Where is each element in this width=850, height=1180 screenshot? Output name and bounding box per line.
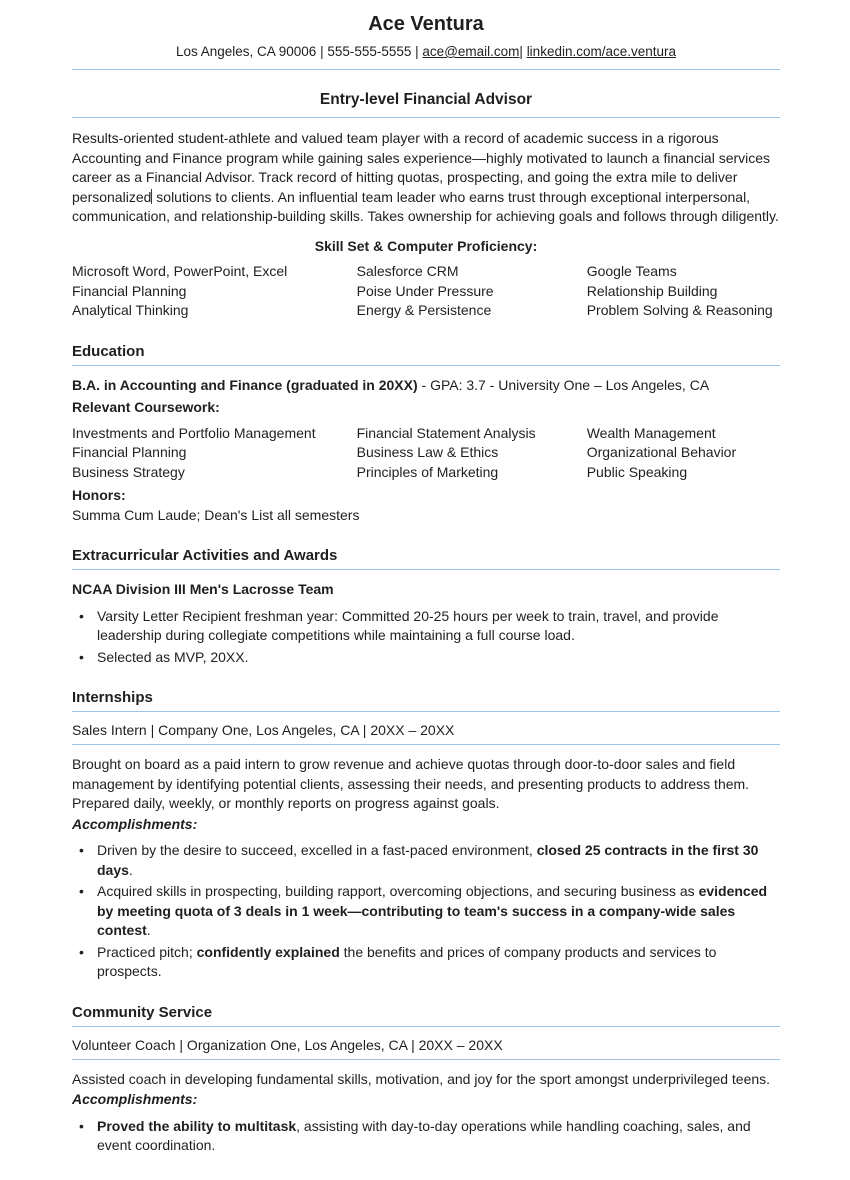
skill-item: Problem Solving & Reasoning (586, 302, 773, 318)
bullet-bold-text: evidenced by meeting quota of 3 deals in 1 week—contributing to team's success in a company-wide sales contest (97, 883, 768, 938)
skills-column-3 (587, 262, 780, 321)
bullet-item: • Varsity Letter Recipient freshman year: Committed 20-25 hours per week to train, travel, and provide leadership during collegiate competitions while maintaining a full course load. (72, 607, 780, 646)
extracurricular-bullet-list (72, 607, 780, 668)
degree-title: B.A. in Accounting and Finance (graduated in 20XX) (72, 376, 418, 393)
internships-heading: Internships (72, 688, 780, 712)
community-role-line: Volunteer Coach | Organization One, Los Angeles, CA | 20XX – 20XX (72, 1036, 780, 1060)
bullet-item (72, 882, 780, 941)
summary-paragraph (72, 129, 780, 227)
title-section (72, 90, 780, 118)
bullet-text: Driven by the desire to succeed, excelled in a fast-paced environment, (97, 842, 537, 858)
coursework-column-3 (587, 424, 780, 483)
coursework-item: Financial Statement Analysis (356, 424, 536, 441)
coursework-item: Principles of Marketing (356, 463, 499, 480)
coursework-item: Wealth Management (586, 424, 716, 441)
internship-role-line: Sales Intern | Company One, Los Angeles, CA | 20XX – 20XX (72, 721, 780, 745)
skills-heading: Skill Set & Computer Proficiency: (314, 237, 538, 254)
internships-section (72, 688, 780, 982)
internship-description: Brought on board as a paid intern to grow revenue and achieve quotas through door-to-door sales and field management by identifying potential clients, assessing their needs, and presenting products to address them. Prepared daily, weekly, or monthly reports on progress against goals. (72, 756, 750, 811)
internship-bullet-list (72, 841, 780, 982)
skill-item: Analytical Thinking (72, 302, 189, 318)
contact-phone: 555-555-5555 (327, 44, 412, 59)
email-link[interactable]: ace@email.com (422, 44, 520, 59)
candidate-name: Ace Ventura (368, 13, 484, 35)
bullet-item (72, 1117, 780, 1156)
coursework-item: Investments and Portfolio Management (72, 424, 316, 441)
extracurricular-section (72, 546, 780, 667)
contact-location: Los Angeles, CA 90006 (175, 44, 317, 59)
bullet-text: Acquired skills in prospecting, building rapport, overcoming objections, and securing business as (97, 883, 699, 899)
bullet-text: Practiced pitch; (97, 943, 197, 960)
coursework-column-1 (72, 424, 357, 483)
community-bullet-list (72, 1117, 780, 1156)
coursework-label: Relevant Coursework: (72, 399, 220, 415)
skill-item: Google Teams (586, 263, 677, 279)
accomplishments-label: Accomplishments: (72, 815, 198, 832)
skills-column-1 (72, 262, 357, 321)
bullet-text: , assisting with day-to-day operations while handling coaching, sales, and event coordination. (97, 1117, 751, 1153)
resume-title: Entry-level Financial Advisor (319, 91, 533, 108)
skill-item: Microsoft Word, PowerPoint, Excel (72, 263, 288, 279)
skill-item: Salesforce CRM (356, 263, 459, 279)
coursework-item: Organizational Behavior (586, 444, 737, 460)
coursework-item: Business Law & Ethics (356, 444, 499, 460)
skills-grid (72, 262, 780, 321)
contact-line (72, 43, 780, 60)
community-description: Assisted coach in developing fundamental skills, motivation, and joy for the sport amongst underprivileged teens. (72, 1070, 771, 1087)
summary-text-before-cursor: Results-oriented student-athlete and valued team player with a record of academic success in a rigorous Accounting and Finance program while gaining sales experience—highly motivated to launch a financial services career as a Financial Advisor. Track record of hitting quotas, prospecting, and going the extra mile to deliver personalized (72, 130, 771, 205)
bullet-text: the benefits and prices of company products and services to prospects. (97, 943, 717, 979)
bullet-item (72, 841, 780, 880)
skills-section (72, 237, 780, 321)
community-service-heading: Community Service (72, 1003, 780, 1027)
bullet-item (72, 943, 780, 982)
coursework-item: Business Strategy (72, 463, 185, 480)
contact-separator: | (519, 44, 527, 59)
skill-item: Relationship Building (586, 282, 718, 299)
coursework-item: Public Speaking (586, 463, 688, 480)
honors-text: Summa Cum Laude; Dean's List all semesters (72, 506, 360, 523)
bullet-bold-text: closed 25 contracts in the first 30 days (97, 842, 759, 878)
lacrosse-team-subheading: NCAA Division III Men's Lacrosse Team (72, 581, 334, 597)
contact-separator: | (411, 44, 423, 59)
extracurricular-heading: Extracurricular Activities and Awards (72, 546, 780, 570)
coursework-grid (72, 424, 780, 483)
degree-line (72, 376, 780, 396)
resume-header (72, 12, 780, 70)
header-divider (72, 69, 780, 70)
community-service-section (72, 1003, 780, 1156)
skill-item: Poise Under Pressure (356, 282, 494, 299)
bullet-bold-text: confidently explained (196, 943, 340, 960)
bullet-bold-text: Proved the ability to multitask (97, 1117, 297, 1134)
skills-column-2 (357, 262, 587, 321)
skill-item: Financial Planning (72, 282, 187, 299)
contact-separator: | (316, 44, 328, 59)
skill-item: Energy & Persistence (356, 302, 492, 318)
coursework-column-2 (357, 424, 587, 483)
bullet-text: . (128, 861, 133, 878)
coursework-item: Financial Planning (72, 444, 187, 460)
linkedin-link[interactable]: linkedin.com/ace.ventura (526, 44, 677, 59)
education-heading: Education (72, 342, 780, 366)
title-divider (72, 117, 780, 118)
bullet-item: • Selected as MVP, 20XX. (72, 648, 780, 668)
accomplishments-label: Accomplishments: (72, 1091, 198, 1107)
summary-text-after-cursor: solutions to clients. An influential team leader who earns trust through exceptional interpersonal, communication, and relationship-building skills. Takes ownership for achieving goals and follows through diligently. (72, 188, 779, 224)
education-section (72, 342, 780, 526)
degree-details: - GPA: 3.7 - University One – Los Angeles, CA (417, 376, 710, 393)
bullet-text: . (146, 922, 151, 938)
honors-label: Honors: (72, 487, 126, 503)
